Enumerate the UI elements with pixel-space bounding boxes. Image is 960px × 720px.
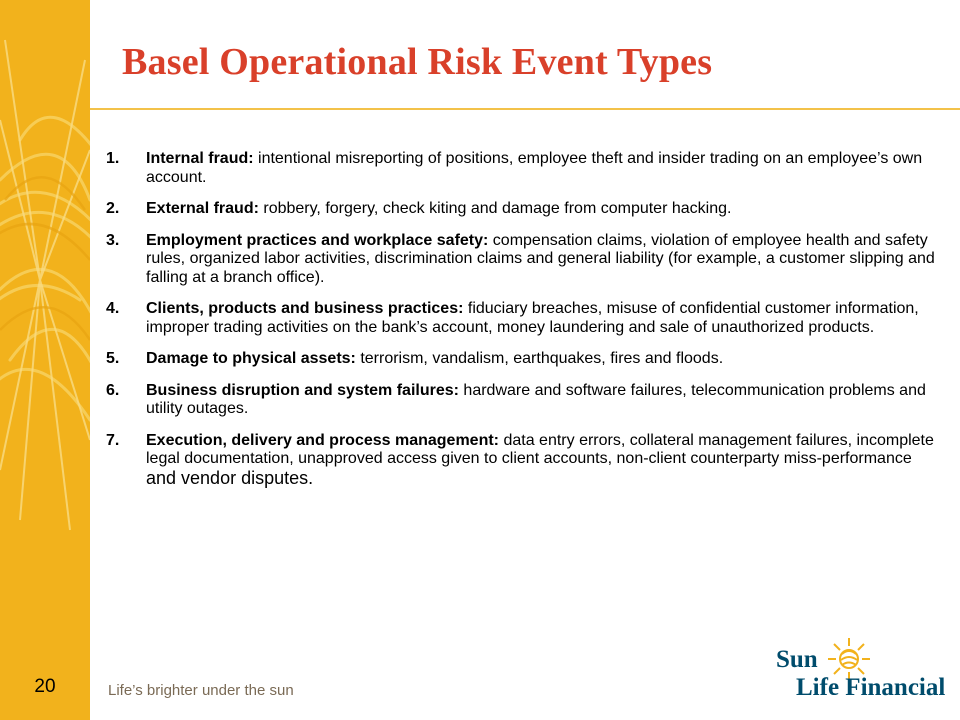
item-heading: Employment practices and workplace safety:	[146, 231, 489, 249]
item-number: 1.	[106, 150, 120, 167]
item-text: fiduciary breaches, misuse of confidential customer information, improper trading activities on the bank’s account, money laundering and sale of unauthorized products.	[146, 300, 919, 336]
item-text: data entry errors, collateral management failures, incomplete legal documentation, unapproved access given to client accounts, non-client counterparty miss-performance	[146, 431, 934, 467]
list-item	[106, 150, 946, 187]
page-number: 20	[34, 676, 56, 697]
risk-event-list	[106, 150, 946, 502]
item-heading: Damage to physical assets:	[146, 350, 356, 367]
slide-title: Basel Operational Risk Event Types	[122, 41, 713, 83]
title-divider	[90, 108, 960, 110]
item-number: 3.	[106, 231, 120, 249]
item-text: hardware and software failures, telecommunication problems and utility outages.	[146, 381, 926, 417]
footer-tagline: Life’s brighter under the sun	[108, 682, 294, 699]
item-heading: Clients, products and business practices:	[146, 300, 464, 317]
sun-life-logo	[772, 636, 952, 706]
list-item	[106, 200, 946, 219]
item-number: 7.	[106, 431, 120, 449]
item-text: intentional misreporting of positions, employee theft and insider trading on an employee’s own account.	[146, 150, 923, 186]
item-number: 4.	[106, 300, 120, 317]
list-item	[106, 300, 946, 337]
item-number: 6.	[106, 381, 120, 399]
logo-text-sun: Sun	[776, 646, 818, 673]
item-number: 2.	[106, 200, 120, 217]
item-heading: External fraud:	[146, 200, 259, 217]
list-item	[106, 232, 946, 288]
item-text-tail: and vendor disputes.	[146, 467, 314, 488]
item-heading: Business disruption and system failures:	[146, 381, 459, 399]
item-number: 5.	[106, 350, 120, 367]
item-heading: Execution, delivery and process management:	[146, 431, 500, 449]
item-text: compensation claims, violation of employee health and safety rules, organized labor activities, discrimination claims and general liability (for example, a customer slipping and falling at a branch office).	[146, 231, 935, 286]
item-text: robbery, forgery, check kiting and damage from computer hacking.	[258, 200, 732, 217]
sun-swirl-graphic	[0, 0, 90, 720]
list-item	[106, 350, 946, 369]
list-item	[106, 432, 946, 490]
sidebar-decoration	[0, 0, 90, 720]
list-item	[106, 382, 946, 419]
item-text: terrorism, vandalism, earthquakes, fires and floods.	[355, 350, 724, 367]
logo-text-life-financial: Life Financial	[796, 674, 946, 701]
item-heading: Internal fraud:	[146, 150, 254, 167]
